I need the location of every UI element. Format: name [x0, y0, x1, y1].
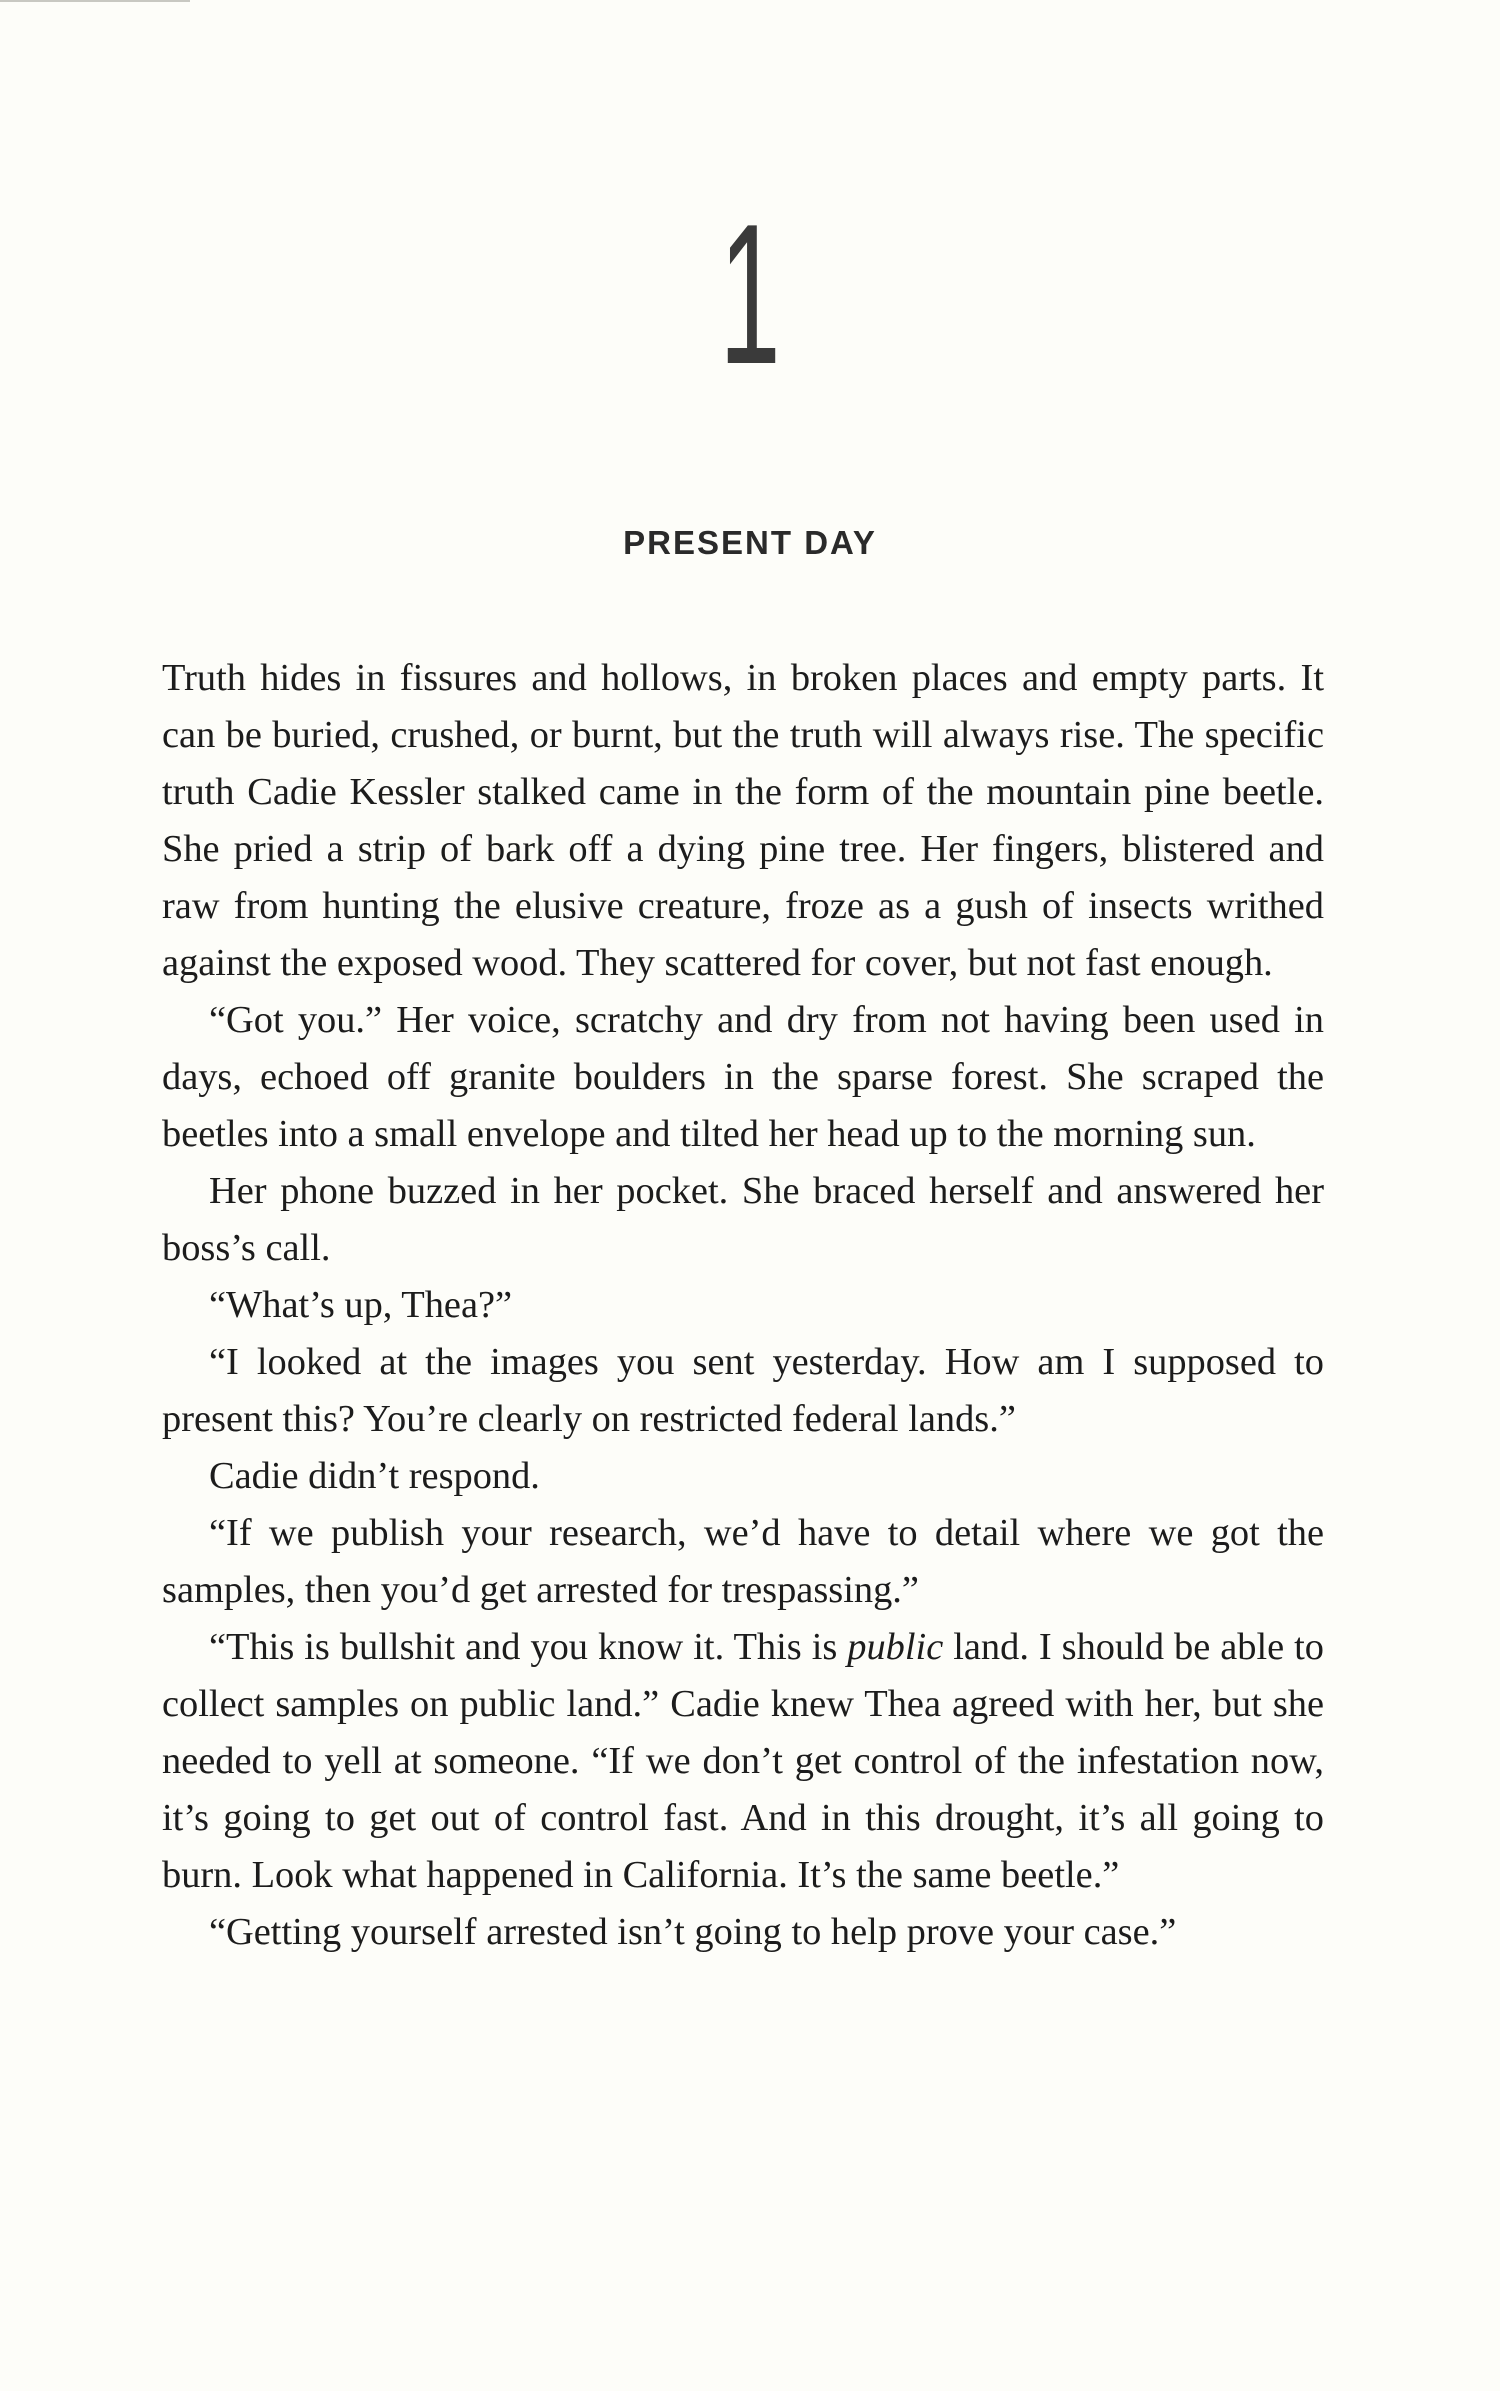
paragraph: [162, 1619, 1324, 1904]
paragraph: Cadie didn’t respond.: [209, 1455, 540, 1497]
paragraph: “What’s up, Thea?”: [209, 1284, 513, 1326]
paragraph: “I looked at the images you sent yesterday. How am I supposed to present this? You’re clearly on restricted federal lands.”: [162, 1341, 1324, 1440]
paragraph-text: land. I should be able to collect samples on public land.” Cadie knew Thea agreed with her, but she needed to yell at someone. “If we don’t get control of the infestation now, it’s going to get out of control fast. And in this drought, it’s all going to burn. Look what happened in California. It’s the same beetle.”: [162, 1626, 1324, 1896]
body-text: [162, 650, 1324, 1961]
paragraph: Truth hides in fissures and hollows, in broken places and empty parts. It can be buried, crushed, or burnt, but the truth will always rise. The specific truth Cadie Kessler stalked came in the form of the mountain pine beetle. She pried a strip of bark off a dying pine tree. Her fingers, blistered and raw from hunting the elusive creature, froze as a gush of insects writhed against the exposed wood. They scattered for cover, but not fast enough.: [162, 657, 1324, 984]
emphasis-text: public: [847, 1626, 944, 1668]
paragraph: “Got you.” Her voice, scratchy and dry from not having been used in days, echoed off granite boulders in the sparse forest. She scraped the beetles into a small envelope and tilted her head up to the morning sun.: [162, 999, 1324, 1155]
paragraph: “Getting yourself arrested isn’t going to help prove your case.”: [209, 1911, 1177, 1953]
chapter-number: 1: [719, 183, 781, 406]
chapter-title: PRESENT DAY: [623, 524, 877, 561]
paragraph-text: “This is bullshit and you know it. This is: [209, 1626, 848, 1668]
paragraph: Her phone buzzed in her pocket. She braced herself and answered her boss’s call.: [162, 1170, 1324, 1269]
paragraph: “If we publish your research, we’d have to detail where we got the samples, then you’d get arrested for trespassing.”: [162, 1512, 1324, 1611]
top-rule: [0, 0, 190, 2]
